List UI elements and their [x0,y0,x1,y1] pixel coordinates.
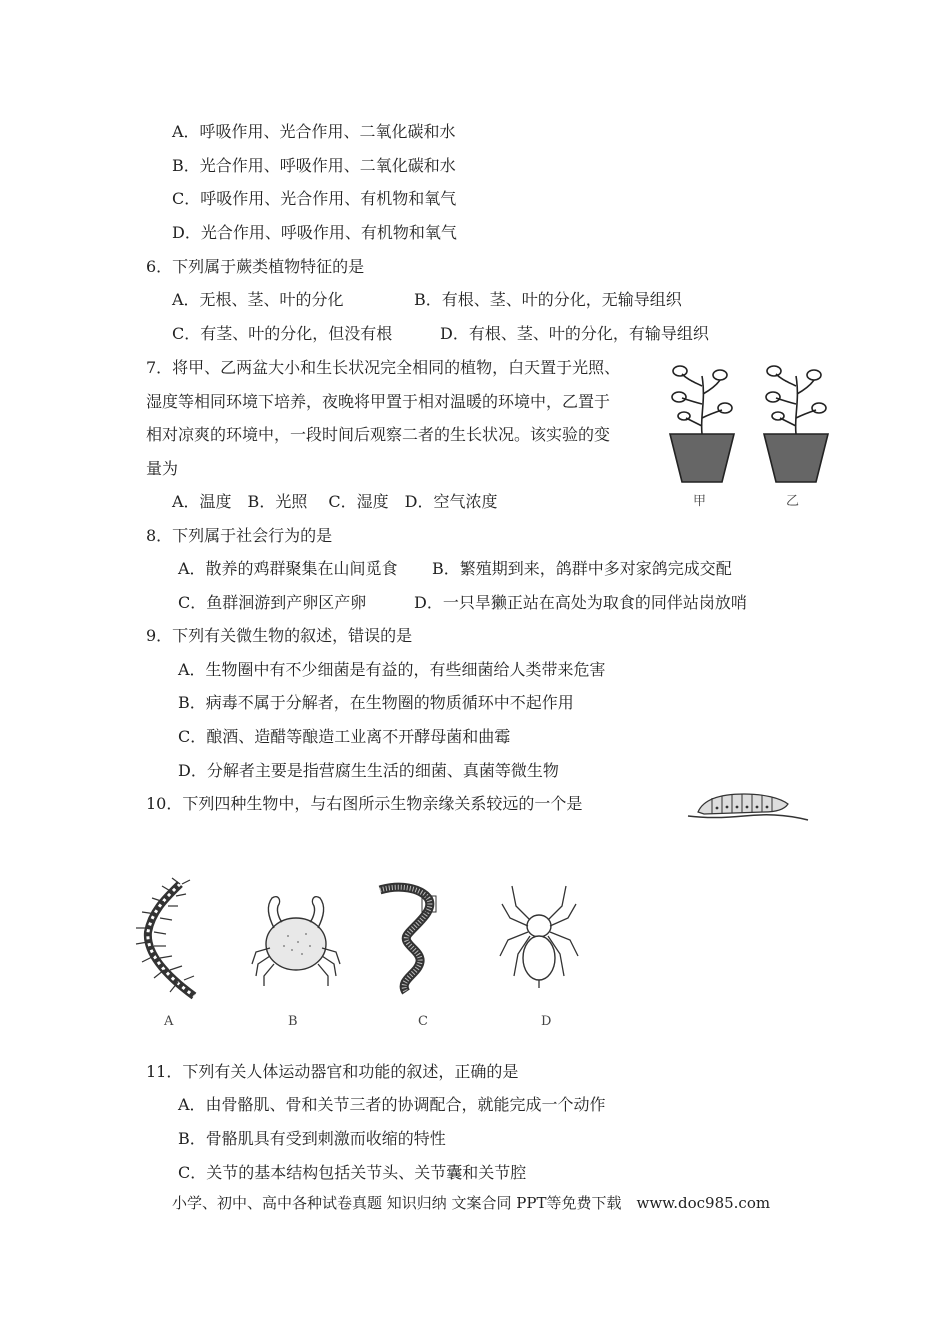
q7-stem-line2: 湿度等相同环境下培养，夜晚将甲置于相对温暖的环境中，乙置于 [146,392,611,411]
spider-figure [494,880,584,1000]
label-a: A [164,1014,174,1029]
q6-option-c: C．有茎、叶的分化，但没有根 [172,324,393,343]
q7-options: A．温度 B．光照 C．湿度 D．空气浓度 [172,492,498,511]
q8-option-c: C．鱼群洄游到产卵区产卵 [178,593,367,612]
q6-option-b: B．有根、茎、叶的分化，无输导组织 [414,290,682,309]
q9-option-b: B．病毒不属于分解者，在生物圈的物质循环中不起作用 [178,693,574,712]
worm-figure [370,880,460,1000]
q5-option-d: D．光合作用、呼吸作用、有机物和氧气 [172,223,457,242]
q6-option-d: D．有根、茎、叶的分化，有输导组织 [440,324,709,343]
label-b: B [288,1014,298,1029]
q9-option-d: D．分解者主要是指营腐生生活的细菌、真菌等微生物 [178,761,559,780]
q5-option-c: C．呼吸作用、光合作用、有机物和氧气 [172,189,457,208]
q6-option-a: A．无根、茎、叶的分化 [172,290,344,309]
centipede-figure [128,876,248,1006]
q11-option-a: A．由骨骼肌、骨和关节三者的协调配合，就能完成一个动作 [178,1095,606,1114]
label-yi: 乙 [786,494,800,509]
potted-plants-figure [664,356,854,506]
q11-option-b: B．骨骼肌具有受到刺激而收缩的特性 [178,1129,446,1148]
q7-stem-line3: 相对凉爽的环境中，一段时间后观察二者的生长状况。该实验的变 [146,425,611,444]
page-footer: 小学、初中、高中各种试卷真题 知识归纳 文案合同 PPT等免费下载 www.doc985.com [172,1194,771,1212]
q6-stem: 6．下列属于蕨类植物特征的是 [146,257,365,276]
q9-stem: 9．下列有关微生物的叙述，错误的是 [146,626,413,645]
q8-stem: 8．下列属于社会行为的是 [146,526,333,545]
label-d: D [541,1014,552,1029]
q10-stem: 10．下列四种生物中，与右图所示生物亲缘关系较远的一个是 [146,794,583,813]
plant-yi [764,366,828,482]
q5-option-b: B．光合作用、呼吸作用、二氧化碳和水 [172,156,456,175]
caterpillar-figure [684,788,814,828]
label-jia: 甲 [693,494,707,509]
q8-option-d: D．一只旱獭正站在高处为取食的同伴站岗放哨 [414,593,747,612]
q5-option-a: A．呼吸作用、光合作用、二氧化碳和水 [172,122,456,141]
q7-stem-line1: 7．将甲、乙两盆大小和生长状况完全相同的植物，白天置于光照、 [146,358,621,377]
plant-jia [670,366,734,482]
q9-option-c: C．酿酒、造醋等酿造工业离不开酵母菌和曲霉 [178,727,511,746]
q11-option-c: C．关节的基本结构包括关节头、关节囊和关节腔 [178,1163,527,1182]
q9-option-a: A．生物圈中有不少细菌是有益的，有些细菌给人类带来危害 [178,660,606,679]
label-c: C [418,1014,428,1029]
q7-stem-line4: 量为 [146,459,179,478]
crab-figure [248,886,344,996]
q8-option-b: B．繁殖期到来，鸽群中多对家鸽完成交配 [432,559,732,578]
q8-option-a: A．散养的鸡群聚集在山间觅食 [178,559,398,578]
q11-stem: 11．下列有关人体运动器官和功能的叙述，正确的是 [146,1062,519,1081]
